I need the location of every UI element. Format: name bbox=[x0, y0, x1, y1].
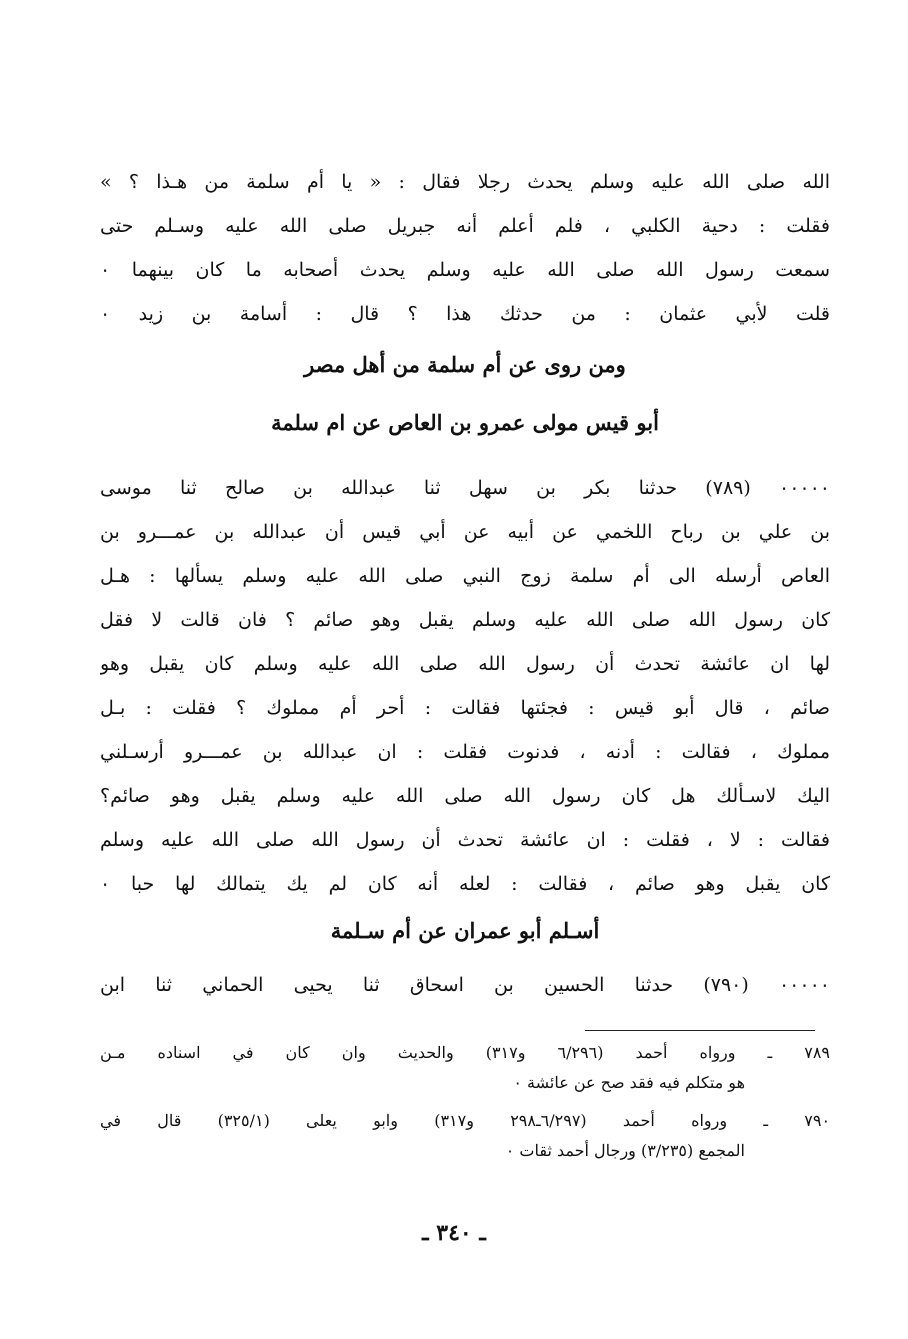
hadith-790-paragraph bbox=[100, 963, 830, 1007]
footnote-line: ٧٩٠ ـ ورواه أحمد (٦/٢٩٧ـ٢٩٨ و٣١٧) وابو يعلى (٣٢٥/١) قال في bbox=[100, 1111, 830, 1130]
footnote-line: المجمع (٣/٢٣٥) ورجال أحمد ثقات ٠ bbox=[505, 1141, 745, 1160]
text-line: ٠٠٠٠٠ (٧٩٠) حدثنا الحسين بن اسحاق ثنا يحيى الحماني ثنا ابن bbox=[100, 974, 830, 996]
footnote-line: ٧٨٩ ـ ورواه أحمد (٦/٢٩٦ و٣١٧) والحديث وان كان في اسناده مـن bbox=[100, 1043, 830, 1062]
footnote-line: هو متكلم فيه فقد صح عن عائشة ٠ bbox=[513, 1073, 745, 1092]
hadith-789-paragraph bbox=[100, 466, 830, 906]
text-line: فقالت : لا ، فقلت : ان عائشة تحدث أن رسول الله صلى الله عليه وسلم bbox=[100, 829, 830, 851]
text-line: ٠٠٠٠٠ (٧٨٩) حدثنا بكر بن سهل ثنا عبدالله بن صالح ثنا موسى bbox=[100, 477, 830, 499]
text-line: صائم ، قال أبو قيس : فجئتها فقالت : أحر أم مملوك ؟ فقلت : بـل bbox=[100, 697, 830, 719]
subsection-heading-abu-qays: أبو قيس مولى عمرو بن العاص عن ام سلمة bbox=[271, 410, 659, 435]
page-number: ـ ٣٤٠ ـ bbox=[422, 1220, 486, 1246]
text-line: لها ان عائشة تحدث أن رسول الله صلى الله عليه وسلم كان يقبل وهو bbox=[100, 653, 830, 675]
text-line: كان يقبل وهو صائم ، فقالت : لعله أنه كان لم يك يتمالك لها حبا ٠ bbox=[100, 873, 830, 895]
text-line: العاص أرسله الى أم سلمة زوج النبي صلى الله عليه وسلم يسألها : هـل bbox=[100, 565, 830, 587]
footnote-790 bbox=[100, 1106, 830, 1166]
section-heading-egypt: ومن روى عن أم سلمة من أهل مصر bbox=[304, 352, 626, 377]
footnotes bbox=[100, 1038, 830, 1174]
top-paragraph bbox=[100, 160, 830, 336]
text-line: قلت لأبي عثمان : من حدثك هذا ؟ قال : أسامة بن زيد ٠ bbox=[100, 303, 830, 325]
subsection-heading-abu-imran: أسـلم أبو عمران عن أم سـلمة bbox=[330, 918, 600, 943]
text-line: سمعت رسول الله صلى الله عليه وسلم يحدث أصحابه ما كان بينهما ٠ bbox=[100, 259, 830, 281]
text-line: الله صلى الله عليه وسلم يحدث رجلا فقال : « يا أم سلمة من هـذا ؟ » bbox=[100, 171, 830, 193]
text-line: مملوك ، فقالت : أدنه ، فدنوت فقلت : ان عبدالله بن عمـــرو أرسـلني bbox=[100, 741, 830, 763]
footnote-789 bbox=[100, 1038, 830, 1098]
text-line: فقلت : دحية الكلبي ، فلم أعلم أنه جبريل صلى الله عليه وسـلم حتى bbox=[100, 215, 830, 237]
footnote-divider bbox=[585, 1030, 815, 1031]
text-line: اليك لاسـألك هل كان رسول الله صلى الله عليه وسلم يقبل وهو صائم؟ bbox=[100, 785, 830, 807]
text-line: كان رسول الله صلى الله عليه وسلم يقبل وهو صائم ؟ فان قالت لا فقل bbox=[100, 609, 830, 631]
text-line: بن علي بن رباح اللخمي عن أبيه عن أبي قيس أن عبدالله بن عمـــرو بن bbox=[100, 521, 830, 543]
